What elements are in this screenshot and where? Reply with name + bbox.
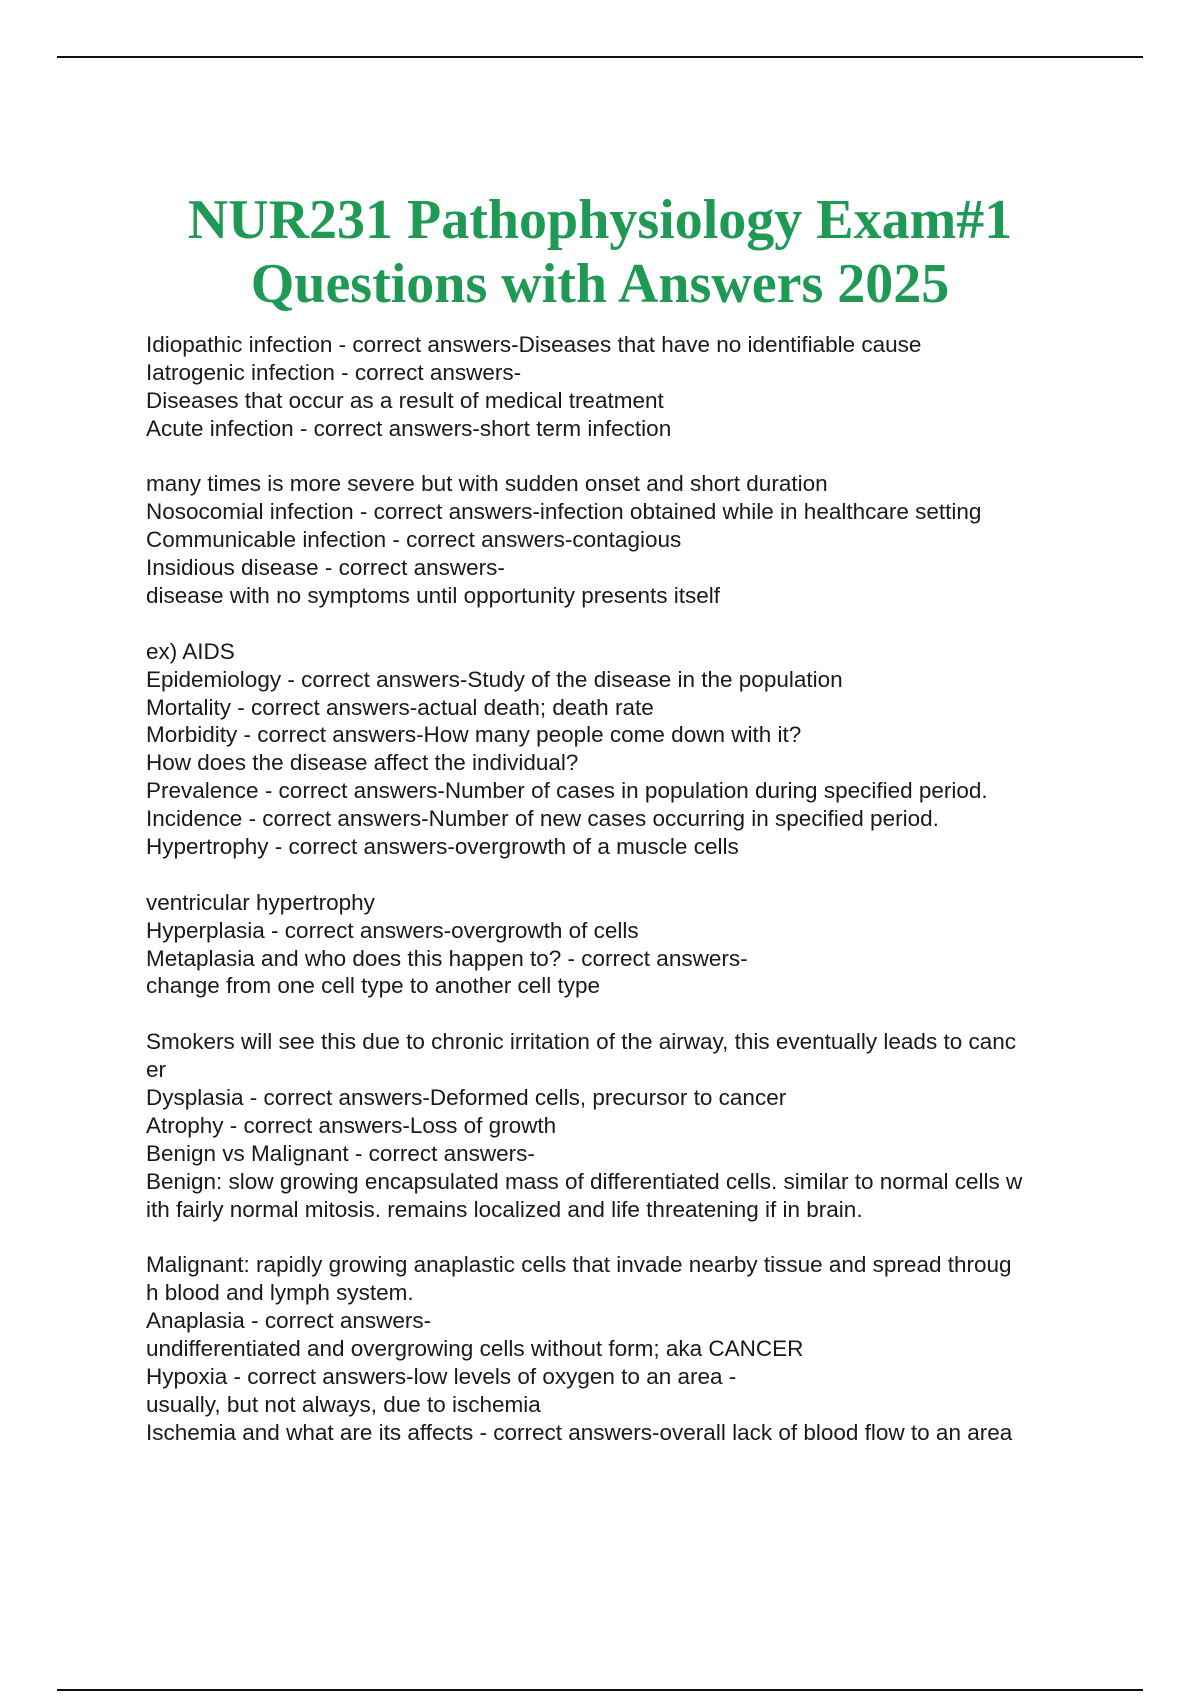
title-line-1: NUR231 Pathophysiology Exam#1 (187, 188, 1013, 251)
body-line: Iatrogenic infection - correct answers- (146, 359, 522, 385)
body-line: disease with no symptoms until opportunity presents itself (146, 583, 721, 609)
body-line: Epidemiology - correct answers-Study of the disease in the population (146, 666, 843, 692)
body-line: ex) AIDS (146, 638, 235, 664)
body-line: Smokers will see this due to chronic irritation of the airway, this eventually leads to canc (146, 1029, 1016, 1055)
body-line: Anaplasia - correct answers- (146, 1308, 432, 1334)
document-body (146, 331, 1106, 1447)
body-line: Hypoxia - correct answers-low levels of oxygen to an area - (146, 1363, 737, 1389)
body-line: Benign vs Malignant - correct answers- (146, 1140, 535, 1166)
blank-line (146, 1224, 1106, 1252)
body-line: h blood and lymph system. (146, 1280, 414, 1306)
title-line-2: Questions with Answers 2025 (250, 252, 950, 315)
body-line: Malignant: rapidly growing anaplastic cells that invade nearby tissue and spread throug (146, 1252, 1012, 1278)
body-line: Idiopathic infection - correct answers-Diseases that have no identifiable cause (146, 332, 922, 357)
body-line: Mortality - correct answers-actual death; death rate (146, 694, 654, 720)
body-line: Morbidity - correct answers-How many people come down with it? (146, 722, 802, 748)
body-line: Prevalence - correct answers-Number of cases in population during specified period. (146, 778, 988, 804)
body-line: Benign: slow growing encapsulated mass of differentiated cells. similar to normal cells w (146, 1168, 1023, 1194)
body-line: How does the disease affect the individual? (146, 750, 579, 776)
blank-line (146, 1000, 1106, 1028)
body-line: Nosocomial infection - correct answers-infection obtained while in healthcare setting (146, 499, 982, 525)
body-line: Dysplasia - correct answers-Deformed cells, precursor to cancer (146, 1085, 787, 1111)
body-line: er (146, 1057, 167, 1083)
body-line: change from one cell type to another cell type (146, 973, 601, 999)
body-line: Communicable infection - correct answers-contagious (146, 527, 682, 553)
body-line: usually, but not always, due to ischemia (146, 1391, 541, 1417)
body-line: undifferentiated and overgrowing cells without form; aka CANCER (146, 1336, 804, 1362)
body-line: Metaplasia and who does this happen to? - correct answers- (146, 945, 748, 971)
body-line: many times is more severe but with sudden onset and short duration (146, 471, 828, 497)
top-rule (57, 56, 1143, 58)
body-line: Acute infection - correct answers-short term infection (146, 415, 672, 441)
body-line: Incidence - correct answers-Number of new cases occurring in specified period. (146, 806, 939, 832)
bottom-rule (57, 1689, 1143, 1691)
blank-line (146, 443, 1106, 471)
blank-line (146, 861, 1106, 889)
body-line: Hypertrophy - correct answers-overgrowth of a muscle cells (146, 834, 739, 860)
body-line: Ischemia and what are its affects - correct answers-overall lack of blood flow to an area (146, 1419, 1013, 1445)
body-line: Atrophy - correct answers-Loss of growth (146, 1112, 557, 1138)
blank-line (146, 610, 1106, 638)
body-line: ith fairly normal mitosis. remains localized and life threatening if in brain. (146, 1196, 863, 1222)
body-line: Insidious disease - correct answers- (146, 555, 505, 581)
body-line: ventricular hypertrophy (146, 889, 375, 915)
body-line: Hyperplasia - correct answers-overgrowth of cells (146, 917, 639, 943)
body-line: Diseases that occur as a result of medical treatment (146, 387, 664, 413)
document-title (0, 188, 1200, 316)
